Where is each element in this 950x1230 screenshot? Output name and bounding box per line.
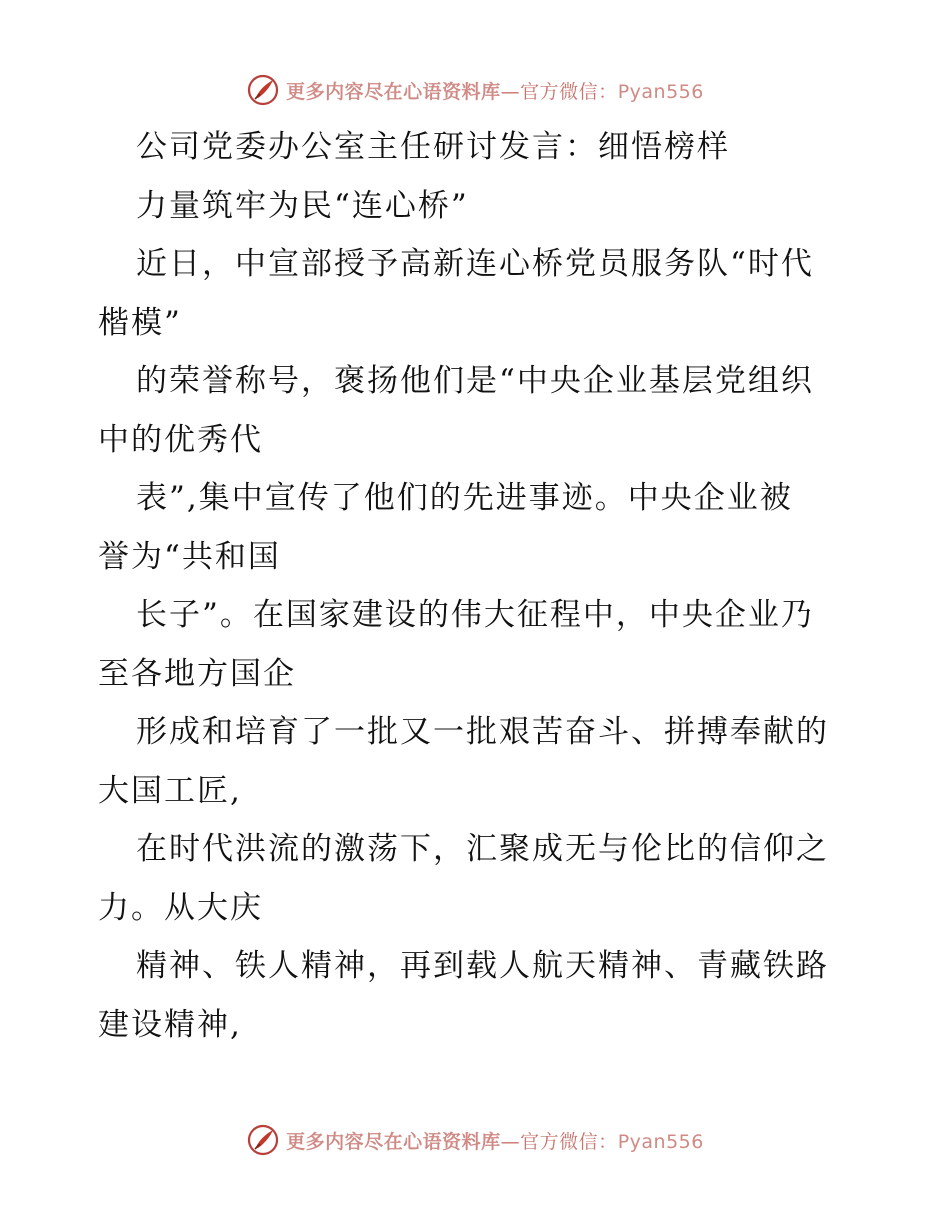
watermark-label: 官方微信： <box>520 1130 618 1153</box>
watermark-main: 更多内容尽在心语资料库 <box>286 80 501 103</box>
text-line: 表”,集中宣传了他们的先进事迹。中央企业被 <box>136 480 793 516</box>
text-line: 中的优秀代 <box>98 421 263 458</box>
text-line: 至各地方国企 <box>98 655 296 692</box>
text-line: 大国工匠, <box>98 772 242 809</box>
quill-seal-icon <box>246 1123 280 1157</box>
text-line: 力量筑牢为民“连心桥” <box>136 187 469 224</box>
document-body <box>98 118 858 1054</box>
watermark-label: 官方微信： <box>520 80 618 103</box>
text-line: 在时代洪流的激荡下，汇聚成无与伦比的信仰之 <box>136 831 829 867</box>
watermark-separator: — <box>500 1130 521 1153</box>
text-line: 公司党委办公室主任研讨发言：细悟榜样 <box>136 129 730 165</box>
text-line: 建设精神, <box>98 1006 242 1043</box>
header-watermark <box>0 70 950 110</box>
text-line: 力。从大庆 <box>98 889 263 926</box>
text-line: 精神、铁人精神，再到载人航天精神、青藏铁路 <box>136 948 829 984</box>
text-line: 近日，中宣部授予高新连心桥党员服务队“时代 <box>136 246 814 282</box>
text-line: 形成和培育了一批又一批艰苦奋斗、拼搏奉献的 <box>136 714 829 750</box>
text-line: 誉为“共和国 <box>98 538 281 575</box>
watermark-main: 更多内容尽在心语资料库 <box>286 1130 501 1153</box>
text-line: 楷模” <box>98 304 182 341</box>
watermark-id: Pyan556 <box>617 80 704 103</box>
text-line: 的荣誉称号，褒扬他们是“中央企业基层党组织 <box>136 363 814 399</box>
watermark-separator: — <box>500 80 521 103</box>
watermark-text <box>286 77 704 104</box>
watermark-id: Pyan556 <box>617 1130 704 1153</box>
watermark-text <box>286 1127 704 1154</box>
footer-watermark <box>0 1120 950 1160</box>
text-line: 长子”。在国家建设的伟大征程中，中央企业乃 <box>136 597 814 633</box>
quill-seal-icon <box>246 73 280 107</box>
